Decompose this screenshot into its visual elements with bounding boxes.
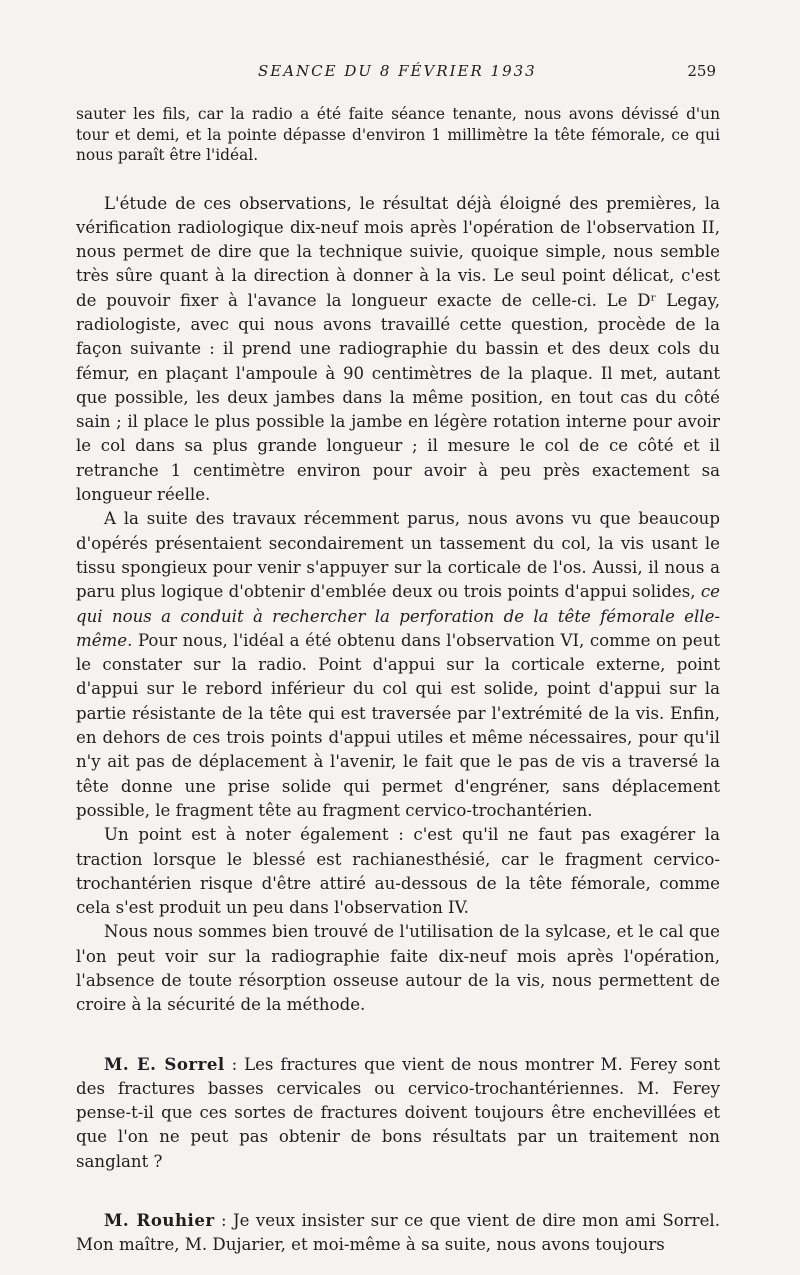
paragraph-technique: L'étude de ces observations, le résultat déjà éloigné des premières, la vérification radiologique dix-neuf mois après l'opération de l'observation II, nous permet de dire que la technique suivie, quoique simple, nous semble très sûre quant à la direction à donner à la vis. Le seul point délicat, c'est de pouvoir fixer à l'avance la longueur exacte de celle-ci. Le Dʳ Legay, radiologiste, avec qui nous avons travaillé cette question, procède de la façon suivante : il prend une radiographie du bassin et des deux cols du fémur, en plaçant l'ampoule à 90 centimètres de la plaque. Il met, autant que possible, les deux jambes dans la même position, en tout cas du côté sain ; il place le plus possible la jambe en légère rotation interne pour avoir le col dans sa plus grande longueur ; il mesure le col de ce côté et il retranche 1 centimètre environ pour avoir à peu près exactement sa longueur réelle. xyxy=(76,193,720,505)
paragraph-support-points-start: A la suite des travaux récemment parus, nous avons vu que beaucoup d'opérés présentaient secondairement un tassement du col, la vis usant le tissu spongieux pour venir s'appuyer sur la corticale de l'os. Aussi, il nous a paru plus logique d'obtenir d'emblée deux ou trois points d'appui solides, xyxy=(76,509,720,602)
speaker-name: M. Rouhier xyxy=(104,1210,215,1231)
paragraph-sylcase: Nous nous sommes bien trouvé de l'utilisation de la sylcase, et le cal que l'on peut voir sur la radiographie faite dix-neuf mois après l'opération, l'absence de toute résorption osseuse autour de la vis, nous permettent de croire à la sécurité de la méthode. xyxy=(76,922,720,1015)
paragraph-continuation: sauter les fils, car la radio a été faite séance tenante, nous avons dévissé d'un tour et demi, et la pointe dépasse d'environ 1 millimètre la tête fémorale, ce qui nous paraît être l'idéal. xyxy=(76,105,720,164)
intervention-text: : Je veux insister sur ce que vient de dire mon ami Sorrel. Mon maître, M. Dujarier, et moi-même à sa suite, nous avons toujours xyxy=(76,1211,720,1255)
intervention-rouhier xyxy=(76,1208,720,1258)
speaker-name: M. E. Sorrel xyxy=(104,1053,225,1074)
intervention-sorrel xyxy=(76,1052,720,1174)
article-body xyxy=(76,104,720,1258)
paragraph-support-points xyxy=(76,507,720,823)
running-title: SEANCE DU 8 FÉVRIER 1933 xyxy=(258,62,537,80)
intervention-text: : Les fractures que vient de nous montrer M. Ferey sont des fractures basses cervicales ou cervico-trochantériennes. M. Ferey pense-t-il que ces sortes de fractures doivent toujours être enchevillées et que l'on ne peut pas obtenir de bons résultats par un traitement non sanglant ? xyxy=(76,1054,720,1171)
italic-emphasis: ce qui nous a conduit à rechercher la perforation de la tête fémorale elle-même. xyxy=(76,582,720,650)
running-header xyxy=(76,62,716,86)
paragraph-support-points-end: Pour nous, l'idéal a été obtenu dans l'observation VI, comme on peut le constater sur la radio. Point d'appui sur la corticale externe, point d'appui sur le rebord inférieur du col qui est solide, point d'appui sur la partie résistante de la tête qui est traversée par l'extrémité de la vis. Enfin, en dehors de ces trois points d'appui utiles et même nécessaires, pour qu'il n'y ait pas de déplacement à l'avenir, le fait que le pas de vis a traversé la tête donne une prise solide qui permet d'engréner, sans déplacement possible, le fragment tête au fragment cervico-trochantérien. xyxy=(76,630,720,820)
paragraph-traction: Un point est à noter également : c'est qu'il ne faut pas exagérer la traction lorsque le blessé est rachianesthésié, car le fragment cervico-trochantérien risque d'être attiré au-dessous de la tête fémorale, comme cela s'est produit un peu dans l'observation IV. xyxy=(76,825,720,918)
page-number: 259 xyxy=(687,62,716,80)
